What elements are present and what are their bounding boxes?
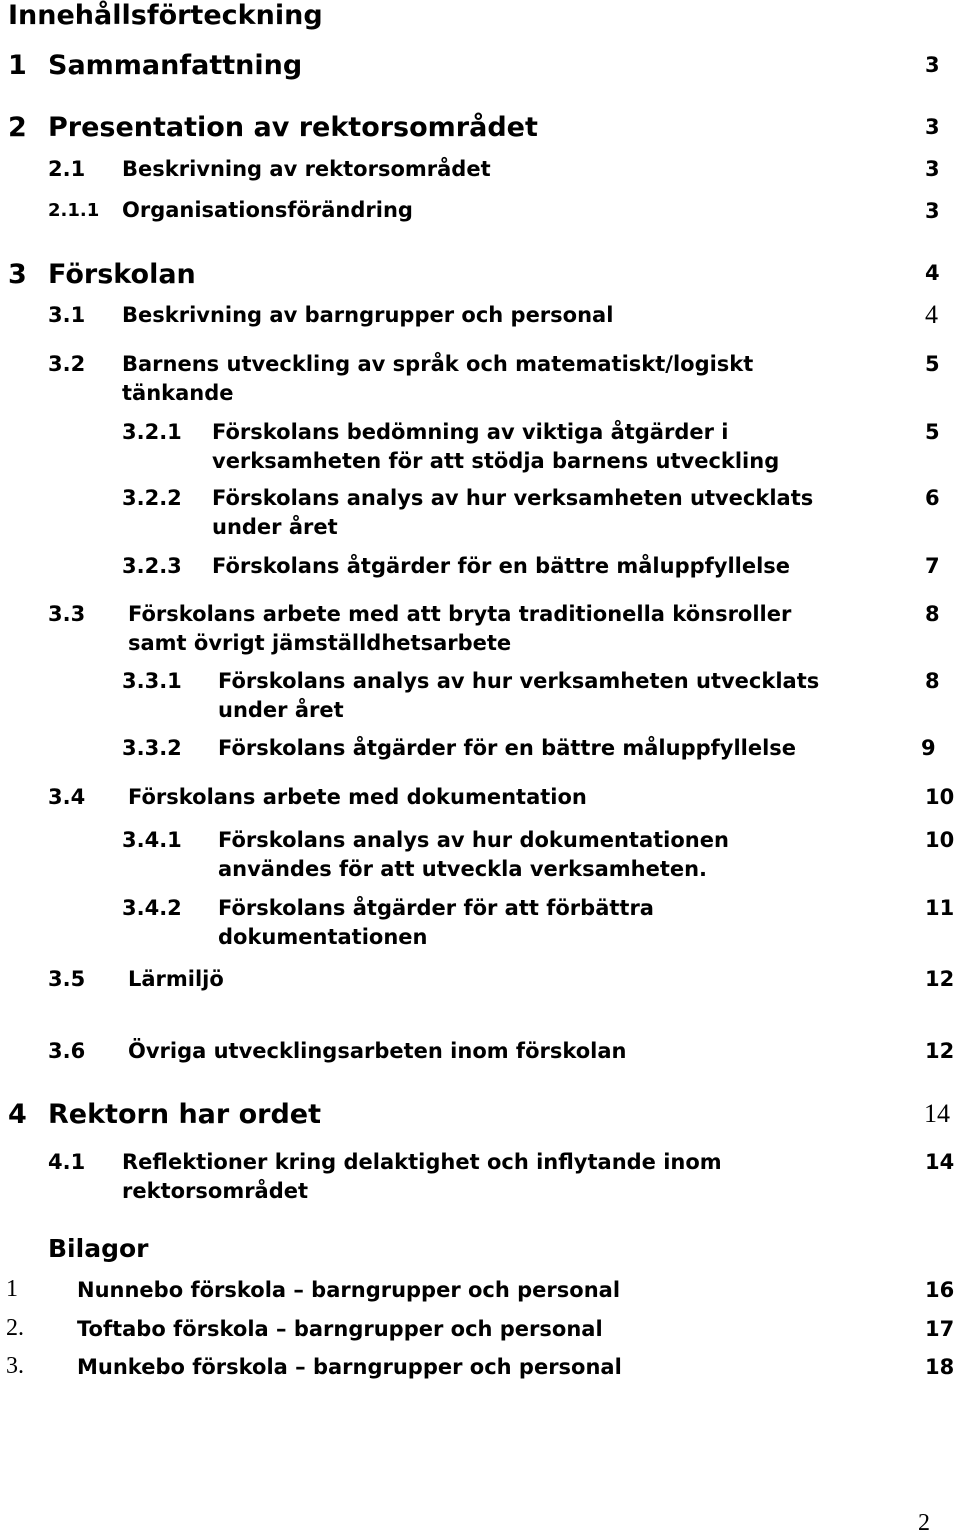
toc-entry-title: Organisationsförändring — [122, 198, 413, 222]
toc-entry-page: 10 — [925, 828, 955, 852]
toc-entry-title: Reflektioner kring delaktighet och inflytande inom — [122, 1150, 722, 1174]
toc-entry-page: 3 — [925, 115, 940, 139]
toc-entry-page: 11 — [925, 896, 955, 920]
toc-entry-number: 3.2.3 — [122, 554, 182, 578]
toc-entry-number: 3.2.1 — [122, 420, 182, 444]
toc-entry-number: 3.3 — [48, 602, 86, 626]
toc-entry-title: Beskrivning av rektorsområdet — [122, 157, 491, 181]
toc-entry-number: 3.6 — [48, 1039, 86, 1063]
toc-entry-number: 2 — [8, 112, 27, 143]
appendix-heading: Bilagor — [48, 1234, 149, 1263]
toc-entry-number: 3.5 — [48, 967, 86, 991]
toc-entry-title-cont: användes för att utveckla verksamheten. — [218, 857, 708, 881]
toc-entry-number: 3.1 — [48, 303, 86, 327]
toc-entry-page: 9 — [921, 736, 936, 760]
toc-entry-title: Förskolans analys av hur dokumentationen — [218, 828, 729, 852]
toc-entry-title: Förskolans åtgärder för att förbättra — [218, 896, 654, 920]
toc-entry-title: Förskolans analys av hur verksamheten utvecklats — [218, 669, 820, 693]
toc-entry-page: 5 — [925, 352, 940, 376]
toc-entry-page: 10 — [925, 785, 955, 809]
toc-entry-number: 3.4.1 — [122, 828, 182, 852]
toc-entry-number: 3.2 — [48, 352, 86, 376]
toc-entry-number: 3.4.2 — [122, 896, 182, 920]
toc-entry-title: Presentation av rektorsområdet — [48, 112, 538, 143]
toc-entry-title: Övriga utvecklingsarbeten inom förskolan — [128, 1039, 627, 1063]
appendix-item-number: 3. — [6, 1353, 24, 1379]
toc-entry-number: 4 — [8, 1099, 27, 1130]
appendix-item-page: 16 — [925, 1278, 955, 1302]
toc-entry-title-cont: under året — [218, 698, 344, 722]
appendix-item-number: 2. — [6, 1315, 24, 1341]
toc-entry-page: 14 — [925, 1150, 955, 1174]
toc-entry-title: Förskolans åtgärder för en bättre måluppfyllelse — [212, 554, 791, 578]
toc-entry-title: Beskrivning av barngrupper och personal — [122, 303, 614, 327]
toc-entry-page: 3 — [925, 157, 940, 181]
toc-title: Innehållsförteckning — [8, 0, 323, 31]
toc-entry-title-cont: dokumentationen — [218, 925, 428, 949]
toc-entry-title: Förskolan — [48, 259, 196, 290]
appendix-item-title: Nunnebo förskola – barngrupper och personal — [77, 1278, 621, 1302]
toc-entry-title-cont: rektorsområdet — [122, 1179, 309, 1203]
toc-entry-page: 12 — [925, 1039, 955, 1063]
toc-entry-title: Förskolans bedömning av viktiga åtgärder i — [212, 420, 729, 444]
toc-entry-page: 5 — [925, 420, 940, 444]
toc-entry-page: 4 — [925, 300, 938, 329]
toc-entry-title-cont: samt övrigt jämställdhetsarbete — [128, 631, 512, 655]
toc-entry-page: 8 — [925, 669, 940, 693]
appendix-item-page: 18 — [925, 1355, 955, 1379]
toc-entry-page: 12 — [925, 967, 955, 991]
toc-entry-title: Förskolans analys av hur verksamheten utvecklats — [212, 486, 814, 510]
toc-entry-title-cont: verksamheten för att stödja barnens utveckling — [212, 449, 780, 473]
toc-entry-number: 2.1.1 — [48, 200, 100, 221]
toc-entry-title: Rektorn har ordet — [48, 1099, 322, 1130]
toc-entry-title: Barnens utveckling av språk och matematiskt/logiskt — [122, 352, 754, 376]
toc-entry-number: 4.1 — [48, 1150, 86, 1174]
toc-entry-page: 4 — [925, 261, 940, 285]
toc-entry-title: Lärmiljö — [128, 967, 224, 991]
appendix-item-number: 1 — [6, 1276, 18, 1302]
toc-entry-number: 2.1 — [48, 157, 86, 181]
toc-entry-page: 7 — [925, 554, 940, 578]
toc-entry-page: 8 — [925, 602, 940, 626]
toc-entry-page: 6 — [925, 486, 940, 510]
toc-entry-title: Förskolans åtgärder för en bättre måluppfyllelse — [218, 736, 797, 760]
toc-entry-number: 3.3.2 — [122, 736, 182, 760]
page-number: 2 — [918, 1510, 930, 1536]
toc-entry-number: 3.4 — [48, 785, 86, 809]
appendix-item-page: 17 — [925, 1317, 955, 1341]
toc-entry-title: Förskolans arbete med dokumentation — [128, 785, 587, 809]
toc-entry-number: 3.2.2 — [122, 486, 182, 510]
toc-entry-number: 3.3.1 — [122, 669, 182, 693]
appendix-item-title: Munkebo förskola – barngrupper och personal — [77, 1355, 622, 1379]
toc-entry-title: Förskolans arbete med att bryta traditionella könsroller — [128, 602, 792, 626]
toc-entry-title-cont: under året — [212, 515, 338, 539]
toc-entry-number: 1 — [8, 50, 27, 81]
toc-entry-page: 3 — [925, 53, 940, 77]
appendix-item-title: Toftabo förskola – barngrupper och personal — [77, 1317, 603, 1341]
toc-entry-page: 14 — [924, 1099, 950, 1128]
toc-entry-page: 3 — [925, 199, 940, 223]
toc-entry-number: 3 — [8, 259, 27, 290]
toc-entry-title: Sammanfattning — [48, 50, 303, 81]
toc-entry-title-cont: tänkande — [122, 381, 234, 405]
